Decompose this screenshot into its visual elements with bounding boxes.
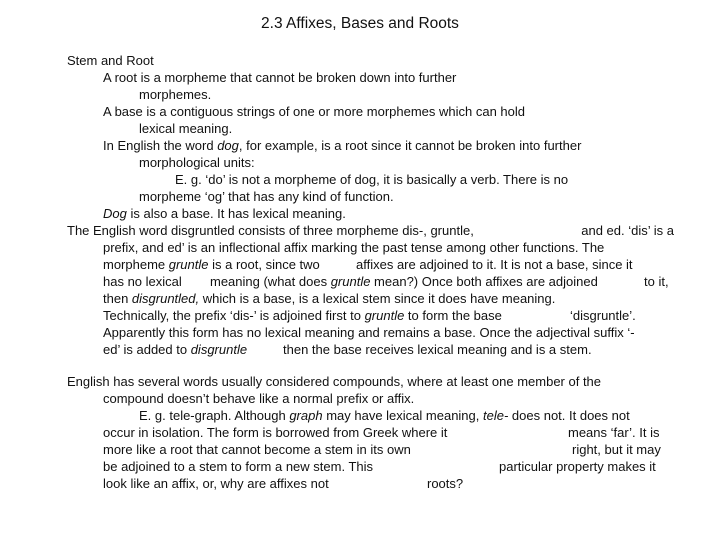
disgruntled-line-2: prefix, and ed’ is an inflectional affix marking the past tense among other functions. The — [103, 240, 605, 255]
dog-base-line: Dog is also a base. It has lexical meaning. — [103, 206, 346, 221]
root-definition-line-1: A root is a morpheme that cannot be broken down into further — [103, 70, 457, 85]
base-definition-line-2: lexical meaning. — [139, 121, 233, 136]
disgruntled-line-4a: has no lexical — [103, 274, 182, 289]
compounds-line-1: English has several words usually considered compounds, where at least one member of the — [67, 374, 602, 389]
compounds-line-2: compound doesn’t behave like a normal prefix or affix. — [103, 391, 415, 406]
compounds-line-4b: means ‘far’. It is — [568, 425, 660, 440]
root-definition-line-2: morphemes. — [139, 87, 212, 102]
disgruntled-line-4b: meaning (what does gruntle mean?) Once both affixes are adjoined — [210, 274, 598, 289]
disgruntled-line-3a: morpheme gruntle is a root, since two — [103, 257, 320, 272]
page-title: 2.3 Affixes, Bases and Roots — [261, 15, 459, 32]
dog-units-line: morphological units: — [139, 155, 255, 170]
compounds-line-5b: right, but it may — [572, 442, 661, 457]
dog-example-line: In English the word dog, for example, is a root since it cannot be broken into further — [103, 138, 582, 153]
disgruntled-line-8b: then the base receives lexical meaning and is a stem. — [283, 342, 592, 357]
compounds-line-7a: look like an affix, or, why are affixes not — [103, 476, 329, 491]
disgruntled-line-5: then disgruntled, which is a base, is a lexical stem since it does have meaning. — [103, 291, 556, 306]
disgruntled-line-7: Apparently this form has no lexical meaning and remains a base. Once the adjectival suffix ‘- — [103, 325, 635, 340]
compounds-line-3: E. g. tele-graph. Although graph may have lexical meaning, tele- does not. It does not — [139, 408, 630, 423]
section-heading: Stem and Root — [67, 53, 154, 68]
compounds-line-7b: roots? — [427, 476, 464, 491]
compounds-line-4a: occur in isolation. The form is borrowed from Greek where it — [103, 425, 448, 440]
base-definition-line-1: A base is a contiguous strings of one or more morphemes which can hold — [103, 104, 526, 119]
disgruntled-line-8a: ed’ is added to disgruntle — [103, 342, 248, 357]
example-line-1: E. g. ‘do’ is not a morpheme of dog, it is basically a verb. There is no — [175, 172, 569, 187]
disgruntled-line-4c: to it, — [644, 274, 669, 289]
disgruntled-line-1: The English word disgruntled consists of three morpheme dis-, gruntle, and ed. ‘dis’ is a — [67, 223, 674, 238]
disgruntled-line-6a: Technically, the prefix ‘dis-’ is adjoined first to gruntle to form the base — [103, 308, 502, 323]
compounds-line-5a: more like a root that cannot become a stem in its own — [103, 442, 411, 457]
disgruntled-line-6b: ‘disgruntle’. — [570, 308, 636, 323]
disgruntled-line-3b: affixes are adjoined to it. It is not a base, since it — [356, 257, 633, 272]
compounds-line-6a: be adjoined to a stem to form a new stem. This — [103, 459, 374, 474]
example-line-2: morpheme ‘og’ that has any kind of function. — [139, 189, 394, 204]
compounds-line-6b: particular property makes it — [499, 459, 656, 474]
